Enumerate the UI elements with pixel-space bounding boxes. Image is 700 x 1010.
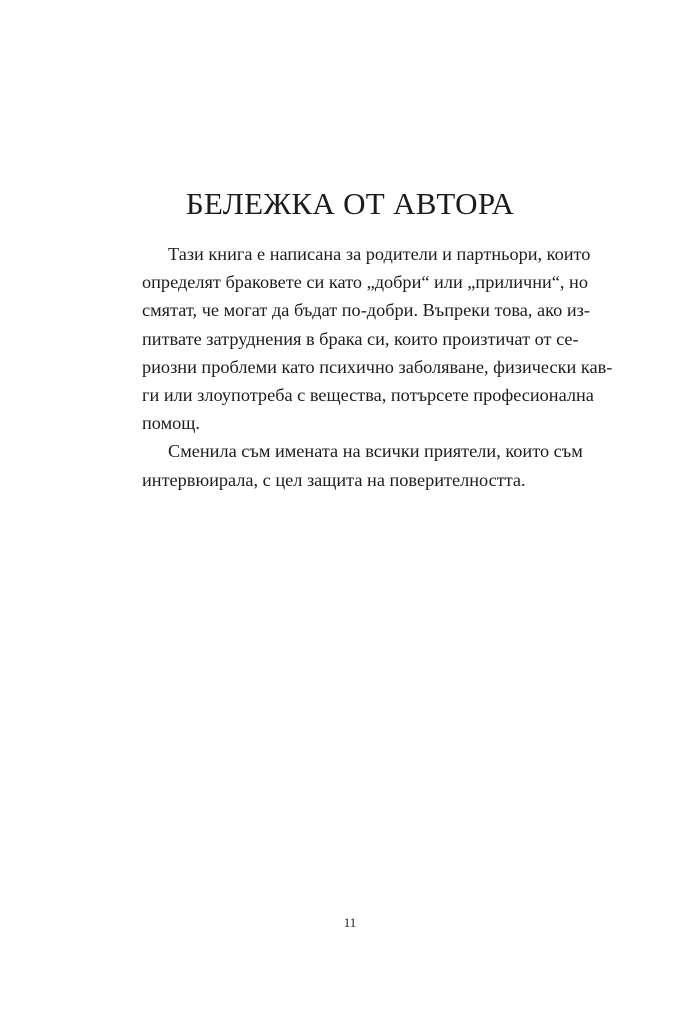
text-line: риозни проблеми като психично заболяване, физически кав- <box>142 356 613 377</box>
text-line: интервюирала, с цел защита на поверителността. <box>142 469 526 490</box>
paragraph-1 <box>142 240 613 437</box>
page-title: БЕЛЕЖКА ОТ АВТОРА <box>185 186 515 221</box>
body-text <box>142 240 613 494</box>
text-line: Сменила съм имената на всички приятели, които съм <box>168 441 583 462</box>
paragraph-2 <box>142 437 583 493</box>
text-line: Тази книга е написана за родители и партньори, които <box>168 244 591 264</box>
text-line: питвате затруднения в брака си, които произтичат от се- <box>142 328 579 349</box>
text-line: определят браковете си като „добри“ или „прилични“, но <box>142 272 588 293</box>
text-line: ги или злоупотреба с вещества, потърсете професионална <box>142 385 594 406</box>
text-line: смятат, че могат да бъдат по-добри. Въпреки това, ако из- <box>142 300 590 321</box>
text-line: помощ. <box>142 413 200 434</box>
page-number: 11 <box>343 915 357 930</box>
